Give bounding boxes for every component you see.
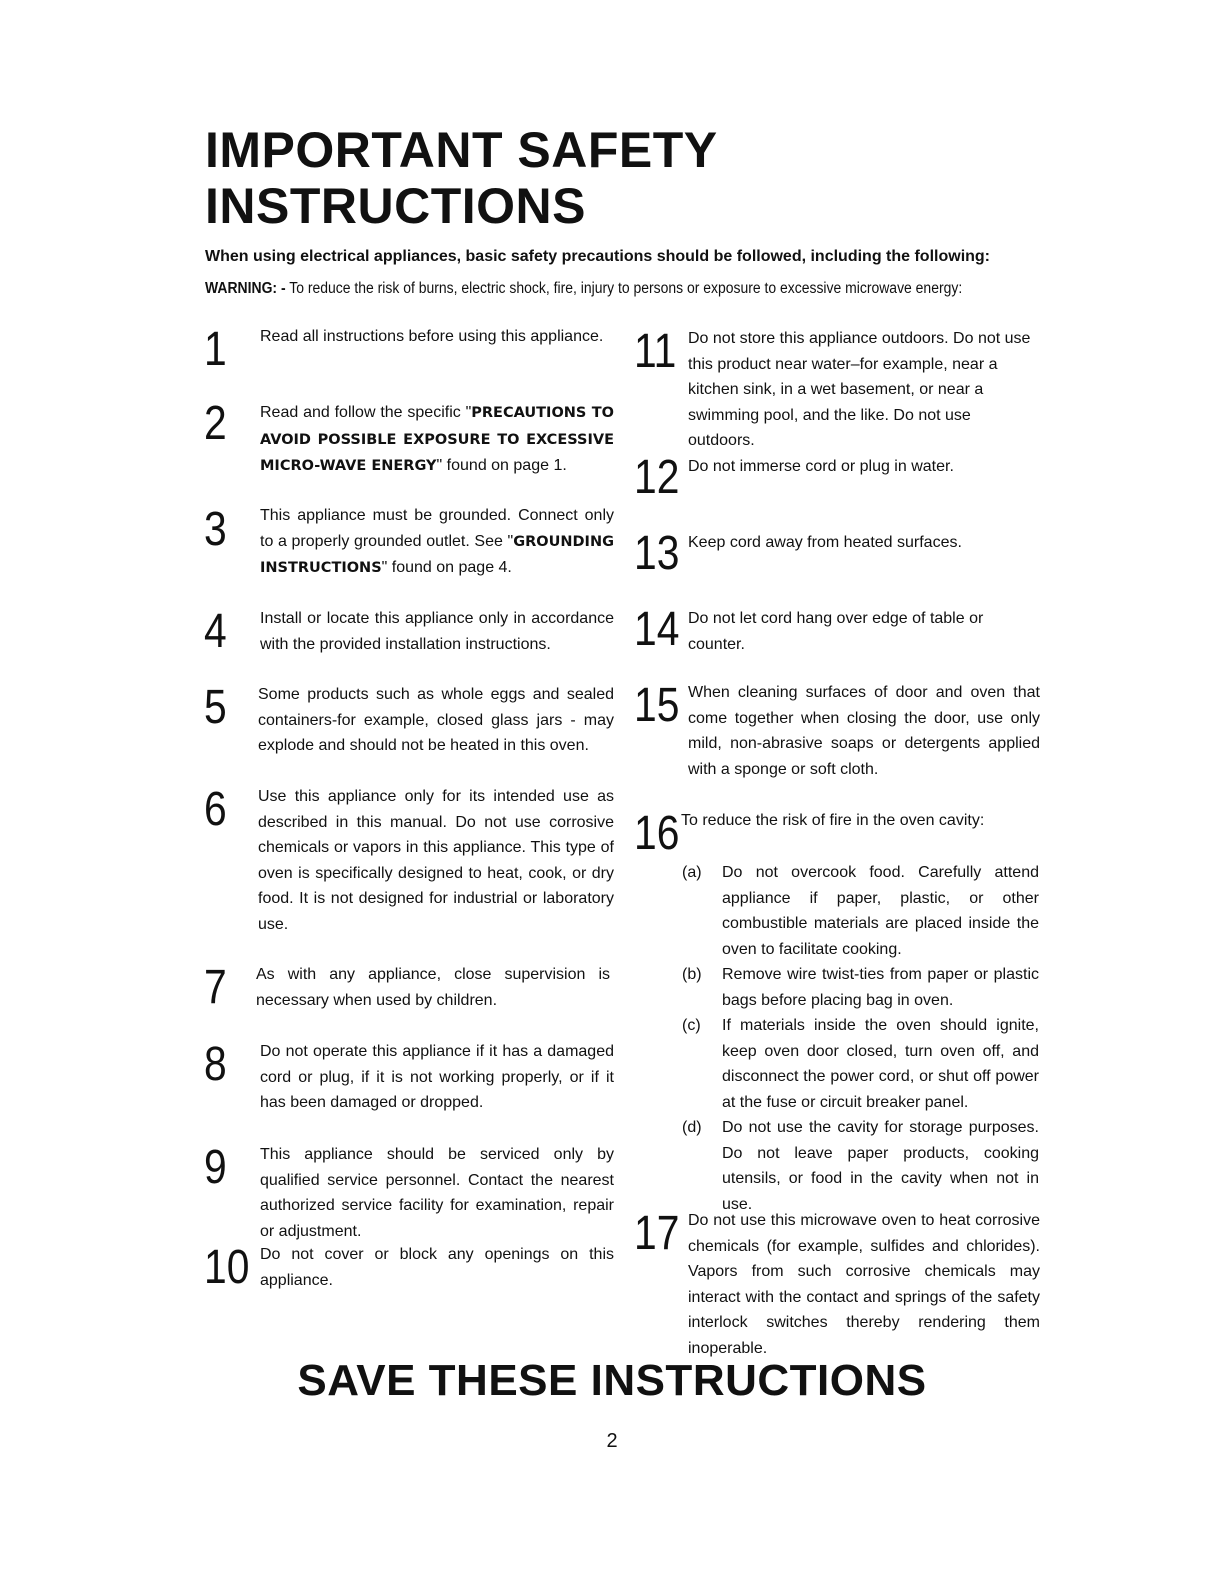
sub-item-text: Do not overcook food. Carefully attend appliance if paper, plastic, or other combustible materials are placed inside the oven to facilitate cooking. <box>722 864 1039 958</box>
item-text: Read all instructions before using this appliance. <box>260 328 604 345</box>
item-number: 3 <box>204 503 227 556</box>
sub-item-label: (d) <box>682 1119 702 1136</box>
item-number: 2 <box>204 397 227 450</box>
item-text: Do not let cord hang over edge of table or counter. <box>688 610 984 653</box>
item-number: 11 <box>634 325 677 378</box>
item-number: 12 <box>634 451 680 504</box>
warning-text <box>205 280 962 298</box>
title-line-2: INSTRUCTIONS <box>205 178 586 234</box>
sub-item-text: Do not use the cavity for storage purposes. Do not leave paper products, cooking utensils, or food in the cavity when not in use. <box>722 1119 1039 1213</box>
item-text: This appliance should be serviced only by qualified service personnel. Contact the nearest authorized service facility for examination, repair or adjustment. <box>260 1146 614 1240</box>
item-text: Read and follow the specific "PRECAUTIONS TO AVOID POSSIBLE EXPOSURE TO EXCESSIVE MICRO-WAVE ENERGY" found on page 1. <box>260 404 614 474</box>
item-number: 10 <box>204 1241 250 1294</box>
item-text: Do not operate this appliance if it has a damaged cord or plug, if it is not working properly, or if it has been damaged or dropped. <box>260 1043 614 1111</box>
page-number: 2 <box>606 1430 618 1452</box>
sub-item-text: If materials inside the oven should ignite, keep oven door closed, turn oven off, and disconnect the power cord, or shut off power at the fuse or circuit breaker panel. <box>722 1017 1039 1111</box>
item-text: Do not store this appliance outdoors. Do not use this product near water–for example, near a kitchen sink, in a wet basement, or near a swimming pool, and the like. Do not use outdoors. <box>688 330 1031 449</box>
item-number: 1 <box>204 323 227 376</box>
item-text: Keep cord away from heated surfaces. <box>688 534 962 551</box>
item-text: To reduce the risk of fire in the oven cavity: <box>681 812 985 829</box>
item-number: 6 <box>204 783 227 836</box>
item-number: 9 <box>204 1141 227 1194</box>
sub-item-label: (c) <box>682 1017 701 1034</box>
item-number: 13 <box>634 527 680 580</box>
title-line-1: IMPORTANT SAFETY <box>205 122 718 178</box>
intro-text: When using electrical appliances, basic safety precautions should be followed, including the following: <box>205 248 991 265</box>
warning-label: WARNING: - <box>205 280 286 297</box>
item-number: 7 <box>204 961 227 1014</box>
item-text: Do not use this microwave oven to heat corrosive chemicals (for example, sulfides and chlorides). Vapors from such corrosive chemicals may interact with the contact and springs of the safety interlock switches thereby rendering them inoperable. <box>688 1212 1040 1357</box>
sub-item-label: (b) <box>682 966 702 983</box>
item-number: 5 <box>204 681 227 734</box>
item-number: 15 <box>634 679 680 732</box>
item-text: Use this appliance only for its intended use as described in this manual. Do not use corrosive chemicals or vapors in this appliance. This type of oven is specifically designed to heat, cook, or dry food. It is not designed for industrial or laboratory use. <box>258 788 614 933</box>
item-text: This appliance must be grounded. Connect only to a properly grounded outlet. See "GROUNDING INSTRUCTIONS" found on page 4. <box>260 507 614 576</box>
item-text: Do not cover or block any openings on this appliance. <box>260 1246 614 1289</box>
page-title <box>205 122 718 234</box>
warning-body: To reduce the risk of burns, electric shock, fire, injury to persons or exposure to excessive microwave energy: <box>285 280 963 297</box>
item-number: 4 <box>204 605 227 658</box>
item-number: 16 <box>634 807 680 860</box>
sub-item-text: Remove wire twist-ties from paper or plastic bags before placing bag in oven. <box>722 966 1039 1009</box>
item-text: Do not immerse cord or plug in water. <box>688 458 954 475</box>
item-number: 14 <box>634 603 680 656</box>
item-number: 17 <box>634 1207 680 1260</box>
sub-item-label: (a) <box>682 864 702 881</box>
item-text: When cleaning surfaces of door and oven that come together when closing the door, use only mild, non-abrasive soaps or detergents applied with a sponge or soft cloth. <box>688 684 1040 778</box>
item-text: As with any appliance, close supervision is necessary when used by children. <box>256 966 610 1009</box>
item-number: 8 <box>204 1038 227 1091</box>
item-text: Some products such as whole eggs and sealed containers-for example, closed glass jars - may explode and should not be heated in this oven. <box>258 686 614 754</box>
item-text: Install or locate this appliance only in accordance with the provided installation instructions. <box>260 610 614 653</box>
save-instructions-heading: SAVE THESE INSTRUCTIONS <box>297 1356 927 1405</box>
